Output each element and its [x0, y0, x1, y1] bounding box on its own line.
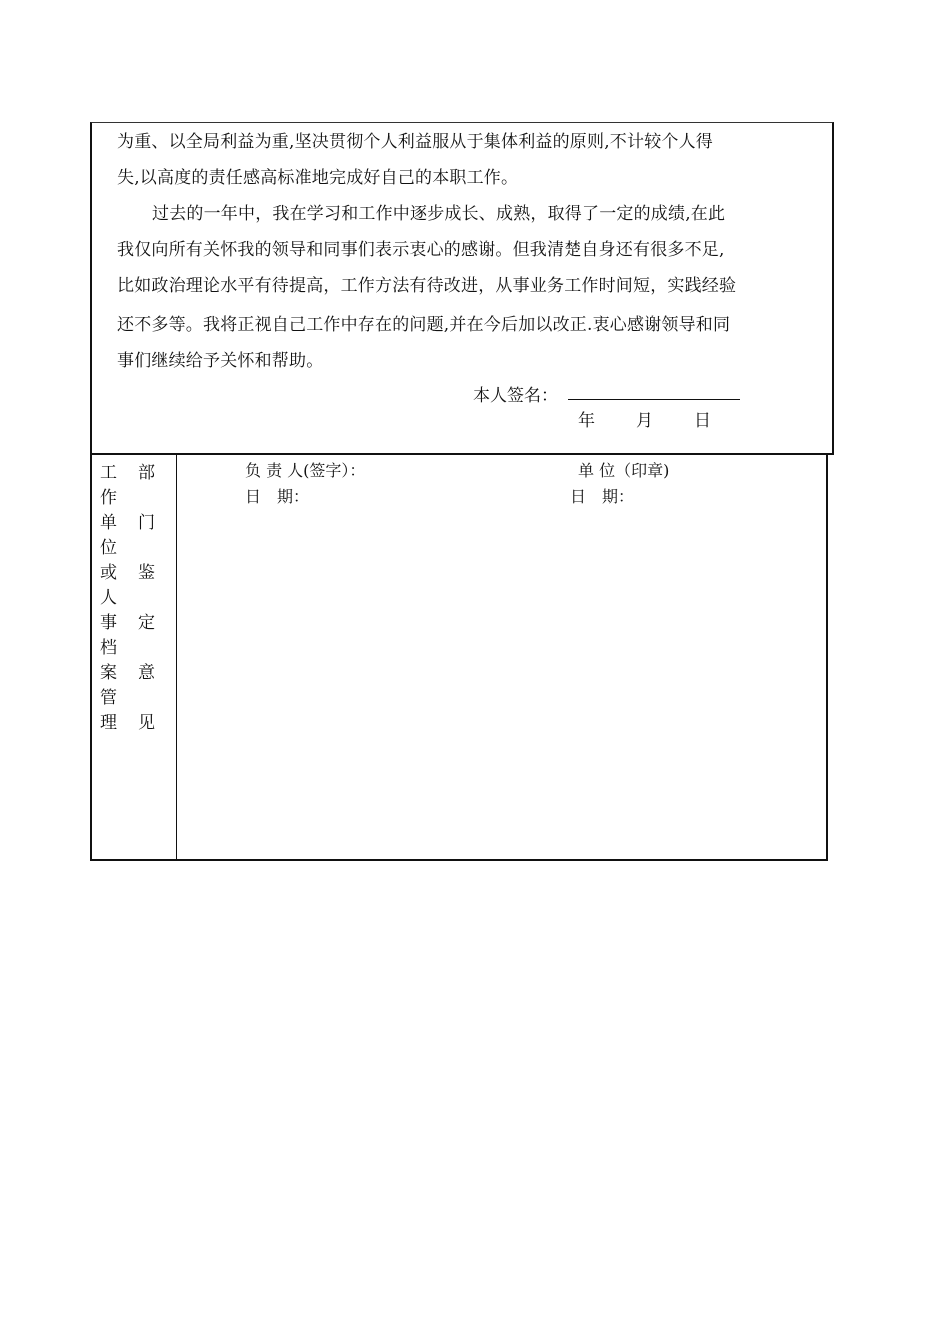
label-char: 事 [100, 613, 117, 633]
date-month-label: 月 [636, 411, 653, 431]
date-day-label: 日 [694, 411, 711, 431]
responsible-date-label: 日 期： [245, 487, 310, 506]
statement-line-1: 为重、以全局利益为重,坚决贯彻个人利益服从于集体利益的原则,不计较个人得 [117, 132, 714, 152]
label-char: 管 [100, 688, 117, 708]
column-divider [176, 453, 177, 861]
label-char: 人 [100, 588, 117, 608]
unit-seal-label: 单 位（印章) [578, 461, 670, 480]
appraisal-box [90, 453, 828, 861]
label-char: 部 [138, 463, 155, 483]
responsible-person-label: 负 责 人(签字）： [245, 461, 366, 480]
unit-date-label: 日 期： [570, 487, 635, 506]
label-char: 定 [138, 613, 155, 633]
date-year-label: 年 [578, 411, 595, 431]
statement-line-5: 比如政治理论水平有待提高，工作方法有待改进，从事业务工作时间短，实践经验 [117, 276, 737, 296]
label-char: 理 [100, 713, 117, 733]
label-char: 或 [100, 563, 117, 583]
label-char: 门 [138, 513, 155, 533]
statement-line-7: 事们继续给予关怀和帮助。 [117, 351, 324, 371]
signature-label: 本人签名： [473, 386, 558, 406]
statement-line-6: 还不多等。我将正视自己工作中存在的问题,并在今后加以改正.衷心感谢领导和同 [117, 315, 731, 335]
label-char: 意 [138, 663, 155, 683]
label-char: 案 [100, 663, 117, 683]
label-char: 单 [100, 513, 117, 533]
statement-line-2: 失,以高度的责任感高标准地完成好自己的本职工作。 [117, 168, 519, 188]
statement-line-3: 过去的一年中，我在学习和工作中逐步成长、成熟，取得了一定的成绩,在此 [152, 204, 726, 224]
label-char: 见 [138, 713, 155, 733]
label-char: 鉴 [138, 563, 155, 583]
label-char: 档 [100, 638, 117, 658]
statement-line-4: 我仅向所有关怀我的领导和同事们表示衷心的感谢。但我清楚自身还有很多不足, [117, 240, 725, 260]
label-char: 作 [100, 488, 117, 508]
label-char: 位 [100, 538, 117, 558]
label-char: 工 [100, 463, 117, 483]
signature-field[interactable] [568, 399, 740, 400]
